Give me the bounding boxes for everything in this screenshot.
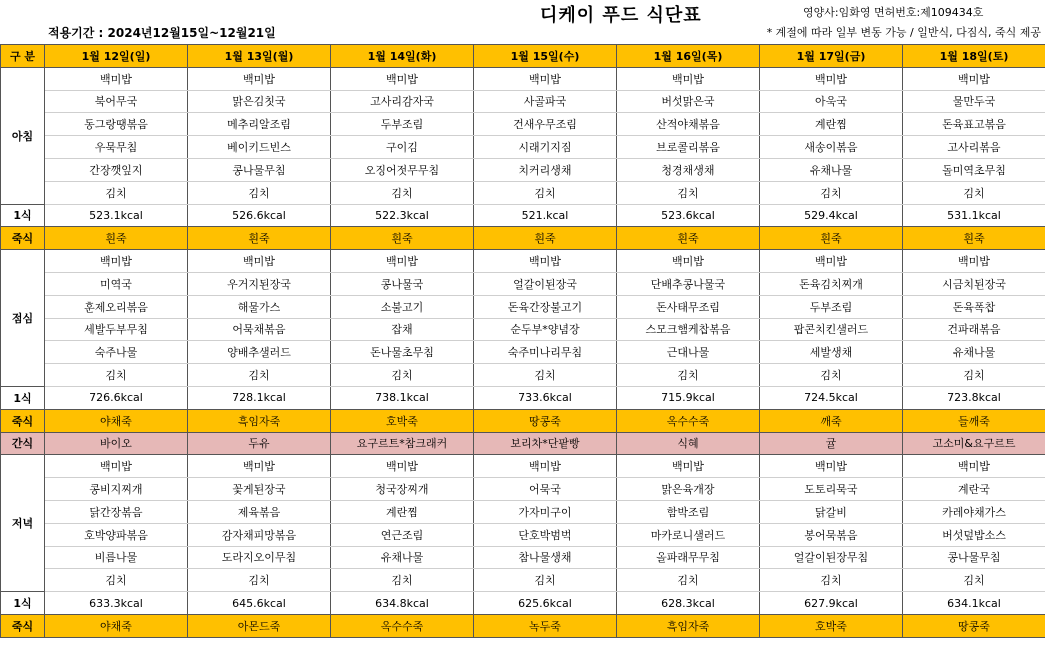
menu-item: 감자채피망볶음 xyxy=(188,523,331,546)
menu-item: 돈육김치찌개 xyxy=(760,272,903,295)
menu-item: 백미밥 xyxy=(903,250,1045,273)
menu-item: 버섯덮밥소스 xyxy=(903,523,1045,546)
menu-item: 숙주미나리무침 xyxy=(474,341,617,364)
lunch-label: 점심 xyxy=(1,250,45,387)
menu-item: 가자미구이 xyxy=(474,500,617,523)
menu-item: 물만두국 xyxy=(903,90,1045,113)
menu-item: 맑은김칫국 xyxy=(188,90,331,113)
snack-item: 바이오 xyxy=(45,432,188,455)
porridge-item: 흰죽 xyxy=(331,227,474,250)
menu-item: 돈나물초무침 xyxy=(331,341,474,364)
breakfast-item-row xyxy=(1,181,1045,204)
menu-item: 단호박범벅 xyxy=(474,523,617,546)
menu-item: 김치 xyxy=(45,364,188,387)
porridge-item: 흰죽 xyxy=(188,227,331,250)
day-header: 1월 12일(일) xyxy=(45,45,188,68)
menu-item: 백미밥 xyxy=(188,455,331,478)
menu-item: 계란국 xyxy=(903,478,1045,501)
porridge-item: 흰죽 xyxy=(617,227,760,250)
menu-item: 김치 xyxy=(331,569,474,592)
menu-header xyxy=(0,0,1045,44)
kcal-value: 521.kcal xyxy=(474,204,617,227)
breakfast-item-row xyxy=(1,113,1045,136)
kcal-value: 724.5kcal xyxy=(760,386,903,409)
porridge-item: 호박죽 xyxy=(760,614,903,637)
menu-item: 백미밥 xyxy=(617,67,760,90)
menu-item: 건파래볶음 xyxy=(903,318,1045,341)
menu-item: 백미밥 xyxy=(474,455,617,478)
dinner-item-row xyxy=(1,523,1045,546)
breakfast-item-row xyxy=(1,158,1045,181)
menu-item: 청경채생채 xyxy=(617,158,760,181)
lunch-item-row xyxy=(1,250,1045,273)
kcal-value: 526.6kcal xyxy=(188,204,331,227)
kcal-label: 1식 xyxy=(1,204,45,227)
kcal-value: 523.1kcal xyxy=(45,204,188,227)
menu-item: 김치 xyxy=(331,181,474,204)
menu-item: 백미밥 xyxy=(331,250,474,273)
menu-item: 해물가스 xyxy=(188,295,331,318)
menu-item: 동그랑땡볶음 xyxy=(45,113,188,136)
menu-item: 양배추샐러드 xyxy=(188,341,331,364)
kcal-value: 634.8kcal xyxy=(331,592,474,615)
menu-item: 북어무국 xyxy=(45,90,188,113)
menu-item: 고사리감자국 xyxy=(331,90,474,113)
kcal-value: 625.6kcal xyxy=(474,592,617,615)
menu-item: 백미밥 xyxy=(903,67,1045,90)
porridge-item: 깨죽 xyxy=(760,409,903,432)
snack-item: 요구르트*참크래커 xyxy=(331,432,474,455)
menu-item: 돈육간장불고기 xyxy=(474,295,617,318)
menu-item: 콩나물국 xyxy=(331,272,474,295)
porridge-item: 흰죽 xyxy=(760,227,903,250)
kcal-value: 628.3kcal xyxy=(617,592,760,615)
menu-item: 두부조림 xyxy=(760,295,903,318)
lunch-item-row xyxy=(1,295,1045,318)
menu-item: 비름나물 xyxy=(45,546,188,569)
menu-item: 김치 xyxy=(45,569,188,592)
menu-item: 얼갈이된장무침 xyxy=(760,546,903,569)
menu-item: 닭갈비 xyxy=(760,500,903,523)
porridge-item: 옥수수죽 xyxy=(331,614,474,637)
snack-item: 식혜 xyxy=(617,432,760,455)
porridge-item: 옥수수죽 xyxy=(617,409,760,432)
porridge-item: 녹두죽 xyxy=(474,614,617,637)
menu-item: 버섯맑은국 xyxy=(617,90,760,113)
kcal-value: 633.3kcal xyxy=(45,592,188,615)
menu-item: 돌미역초무침 xyxy=(903,158,1045,181)
menu-item: 세발두부무침 xyxy=(45,318,188,341)
menu-item: 우묵무침 xyxy=(45,136,188,159)
snack-row xyxy=(1,432,1045,455)
kcal-value: 738.1kcal xyxy=(331,386,474,409)
menu-item: 김치 xyxy=(617,569,760,592)
day-header-row xyxy=(1,45,1045,68)
lunch-item-row xyxy=(1,341,1045,364)
menu-item: 김치 xyxy=(903,364,1045,387)
menu-item: 백미밥 xyxy=(331,455,474,478)
menu-item: 백미밥 xyxy=(474,67,617,90)
menu-item: 산적야채볶음 xyxy=(617,113,760,136)
menu-item: 유채나물 xyxy=(903,341,1045,364)
menu-item: 연근조림 xyxy=(331,523,474,546)
snack-item: 고소미&요구르트 xyxy=(903,432,1045,455)
dinner-porridge-row xyxy=(1,614,1045,637)
dinner-item-row xyxy=(1,569,1045,592)
menu-item: 치커리생채 xyxy=(474,158,617,181)
menu-item: 계란찜 xyxy=(331,500,474,523)
menu-item: 계란찜 xyxy=(760,113,903,136)
porridge-label: 죽식 xyxy=(1,409,45,432)
kcal-value: 723.8kcal xyxy=(903,386,1045,409)
snack-item: 두유 xyxy=(188,432,331,455)
porridge-item: 흰죽 xyxy=(45,227,188,250)
porridge-item: 땅콩죽 xyxy=(903,614,1045,637)
menu-item: 김치 xyxy=(474,569,617,592)
dinner-item-row xyxy=(1,455,1045,478)
kcal-label: 1식 xyxy=(1,386,45,409)
menu-item: 콩나물무침 xyxy=(188,158,331,181)
porridge-item: 호박죽 xyxy=(331,409,474,432)
porridge-item: 흰죽 xyxy=(903,227,1045,250)
kcal-value: 522.3kcal xyxy=(331,204,474,227)
dinner-kcal-row xyxy=(1,592,1045,615)
menu-item: 김치 xyxy=(474,181,617,204)
menu-item: 김치 xyxy=(188,181,331,204)
menu-item: 우거지된장국 xyxy=(188,272,331,295)
kcal-value: 529.4kcal xyxy=(760,204,903,227)
menu-title: 디케이 푸드 식단표 xyxy=(540,5,702,26)
menu-item: 김치 xyxy=(45,181,188,204)
menu-item: 베이키드빈스 xyxy=(188,136,331,159)
menu-item: 소불고기 xyxy=(331,295,474,318)
menu-item: 세발생채 xyxy=(760,341,903,364)
menu-item: 브로콜리볶음 xyxy=(617,136,760,159)
dinner-item-row xyxy=(1,546,1045,569)
menu-item: 함박조림 xyxy=(617,500,760,523)
porridge-item: 땅콩죽 xyxy=(474,409,617,432)
menu-item: 미역국 xyxy=(45,272,188,295)
menu-item: 사골파국 xyxy=(474,90,617,113)
kcal-value: 523.6kcal xyxy=(617,204,760,227)
lunch-kcal-row xyxy=(1,386,1045,409)
menu-item: 김치 xyxy=(188,569,331,592)
menu-item: 김치 xyxy=(331,364,474,387)
menu-item: 백미밥 xyxy=(617,250,760,273)
menu-item: 참나물생채 xyxy=(474,546,617,569)
menu-item: 백미밥 xyxy=(45,250,188,273)
breakfast-item-row xyxy=(1,67,1045,90)
menu-item: 백미밥 xyxy=(45,67,188,90)
menu-item: 백미밥 xyxy=(903,455,1045,478)
menu-item: 도라지오이무침 xyxy=(188,546,331,569)
menu-item: 돈육표고볶음 xyxy=(903,113,1045,136)
breakfast-porridge-row xyxy=(1,227,1045,250)
porridge-item: 야채죽 xyxy=(45,409,188,432)
menu-item: 김치 xyxy=(760,181,903,204)
menu-item: 메추리알조림 xyxy=(188,113,331,136)
day-header: 1월 14일(화) xyxy=(331,45,474,68)
menu-item: 김치 xyxy=(617,181,760,204)
menu-item: 고사리볶음 xyxy=(903,136,1045,159)
menu-item: 유채나물 xyxy=(760,158,903,181)
menu-item: 백미밥 xyxy=(331,67,474,90)
menu-item: 김치 xyxy=(903,569,1045,592)
porridge-item: 흰죽 xyxy=(474,227,617,250)
menu-item: 유채나물 xyxy=(331,546,474,569)
dinner-item-row xyxy=(1,500,1045,523)
lunch-item-row xyxy=(1,272,1045,295)
porridge-label: 죽식 xyxy=(1,614,45,637)
porridge-item: 흑임자죽 xyxy=(188,409,331,432)
kcal-value: 726.6kcal xyxy=(45,386,188,409)
menu-item: 맑은육개장 xyxy=(617,478,760,501)
kcal-value: 715.9kcal xyxy=(617,386,760,409)
menu-item: 김치 xyxy=(474,364,617,387)
menu-item: 잡채 xyxy=(331,318,474,341)
menu-item: 호박양파볶음 xyxy=(45,523,188,546)
menu-item: 청국장찌개 xyxy=(331,478,474,501)
lunch-item-row xyxy=(1,318,1045,341)
menu-item: 백미밥 xyxy=(188,67,331,90)
day-header: 1월 17일(금) xyxy=(760,45,903,68)
menu-item: 근대나물 xyxy=(617,341,760,364)
kcal-value: 733.6kcal xyxy=(474,386,617,409)
day-header: 1월 18일(토) xyxy=(903,45,1045,68)
menu-item: 봉어묵볶음 xyxy=(760,523,903,546)
menu-item: 닭간장볶음 xyxy=(45,500,188,523)
menu-body xyxy=(1,67,1045,637)
menu-item: 김치 xyxy=(760,364,903,387)
menu-item: 돈사태무조림 xyxy=(617,295,760,318)
dinner-item-row xyxy=(1,478,1045,501)
menu-item: 백미밥 xyxy=(474,250,617,273)
breakfast-kcal-row xyxy=(1,204,1045,227)
lunch-porridge-row xyxy=(1,409,1045,432)
kcal-label: 1식 xyxy=(1,592,45,615)
notice-text: * 계절에 따라 일부 변동 가능 / 일반식, 다짐식, 죽식 제공 xyxy=(766,26,1041,39)
menu-item: 단배추콩나물국 xyxy=(617,272,760,295)
menu-item: 건새우무조림 xyxy=(474,113,617,136)
nutritionist-info: 영양사:임화영 면허번호:제109434호 xyxy=(803,6,984,19)
menu-item: 김치 xyxy=(760,569,903,592)
application-period: 적용기간 : 2024년12월15일~12월21일 xyxy=(48,26,276,40)
porridge-item: 흑임자죽 xyxy=(617,614,760,637)
menu-item: 김치 xyxy=(617,364,760,387)
menu-item: 꽃게된장국 xyxy=(188,478,331,501)
menu-item: 어묵국 xyxy=(474,478,617,501)
menu-item: 얼갈이된장국 xyxy=(474,272,617,295)
kcal-value: 627.9kcal xyxy=(760,592,903,615)
menu-item: 백미밥 xyxy=(760,67,903,90)
snack-label: 간식 xyxy=(1,432,45,455)
porridge-item: 야채죽 xyxy=(45,614,188,637)
menu-item: 백미밥 xyxy=(617,455,760,478)
menu-item: 아욱국 xyxy=(760,90,903,113)
weekly-menu-table xyxy=(0,44,1045,638)
menu-item: 오징어젓무무침 xyxy=(331,158,474,181)
menu-item: 김치 xyxy=(188,364,331,387)
menu-item: 숙주나물 xyxy=(45,341,188,364)
menu-item: 팝콘치킨샐러드 xyxy=(760,318,903,341)
kcal-value: 531.1kcal xyxy=(903,204,1045,227)
day-header: 1월 13일(월) xyxy=(188,45,331,68)
snack-item: 귤 xyxy=(760,432,903,455)
kcal-value: 634.1kcal xyxy=(903,592,1045,615)
menu-item: 콩나물무침 xyxy=(903,546,1045,569)
corner-label: 구 분 xyxy=(1,45,45,68)
menu-item: 제육볶음 xyxy=(188,500,331,523)
menu-item: 구이김 xyxy=(331,136,474,159)
breakfast-label: 아침 xyxy=(1,67,45,204)
menu-item: 스모크햄케찹볶음 xyxy=(617,318,760,341)
menu-item: 훈제오리볶음 xyxy=(45,295,188,318)
kcal-value: 728.1kcal xyxy=(188,386,331,409)
snack-item: 보리차*단팥빵 xyxy=(474,432,617,455)
menu-item: 순두부*양념장 xyxy=(474,318,617,341)
menu-item: 두부조림 xyxy=(331,113,474,136)
menu-item: 올파래무무침 xyxy=(617,546,760,569)
porridge-item: 아몬드죽 xyxy=(188,614,331,637)
menu-item: 시금치된장국 xyxy=(903,272,1045,295)
menu-item: 백미밥 xyxy=(760,455,903,478)
menu-item: 백미밥 xyxy=(45,455,188,478)
menu-item: 새송이볶음 xyxy=(760,136,903,159)
menu-item: 어묵채볶음 xyxy=(188,318,331,341)
menu-item: 김치 xyxy=(903,181,1045,204)
day-header: 1월 15일(수) xyxy=(474,45,617,68)
menu-item: 간장깻잎지 xyxy=(45,158,188,181)
menu-item: 도토리묵국 xyxy=(760,478,903,501)
menu-item: 콩비지찌개 xyxy=(45,478,188,501)
porridge-item: 들깨죽 xyxy=(903,409,1045,432)
lunch-item-row xyxy=(1,364,1045,387)
breakfast-item-row xyxy=(1,90,1045,113)
menu-item: 돈육폭찹 xyxy=(903,295,1045,318)
day-header: 1월 16일(목) xyxy=(617,45,760,68)
dinner-label: 저녁 xyxy=(1,455,45,592)
menu-item: 백미밥 xyxy=(188,250,331,273)
breakfast-item-row xyxy=(1,136,1045,159)
kcal-value: 645.6kcal xyxy=(188,592,331,615)
menu-item: 시래기지짐 xyxy=(474,136,617,159)
menu-item: 백미밥 xyxy=(760,250,903,273)
menu-item: 마카로니샐러드 xyxy=(617,523,760,546)
porridge-label: 죽식 xyxy=(1,227,45,250)
menu-item: 카레야채가스 xyxy=(903,500,1045,523)
